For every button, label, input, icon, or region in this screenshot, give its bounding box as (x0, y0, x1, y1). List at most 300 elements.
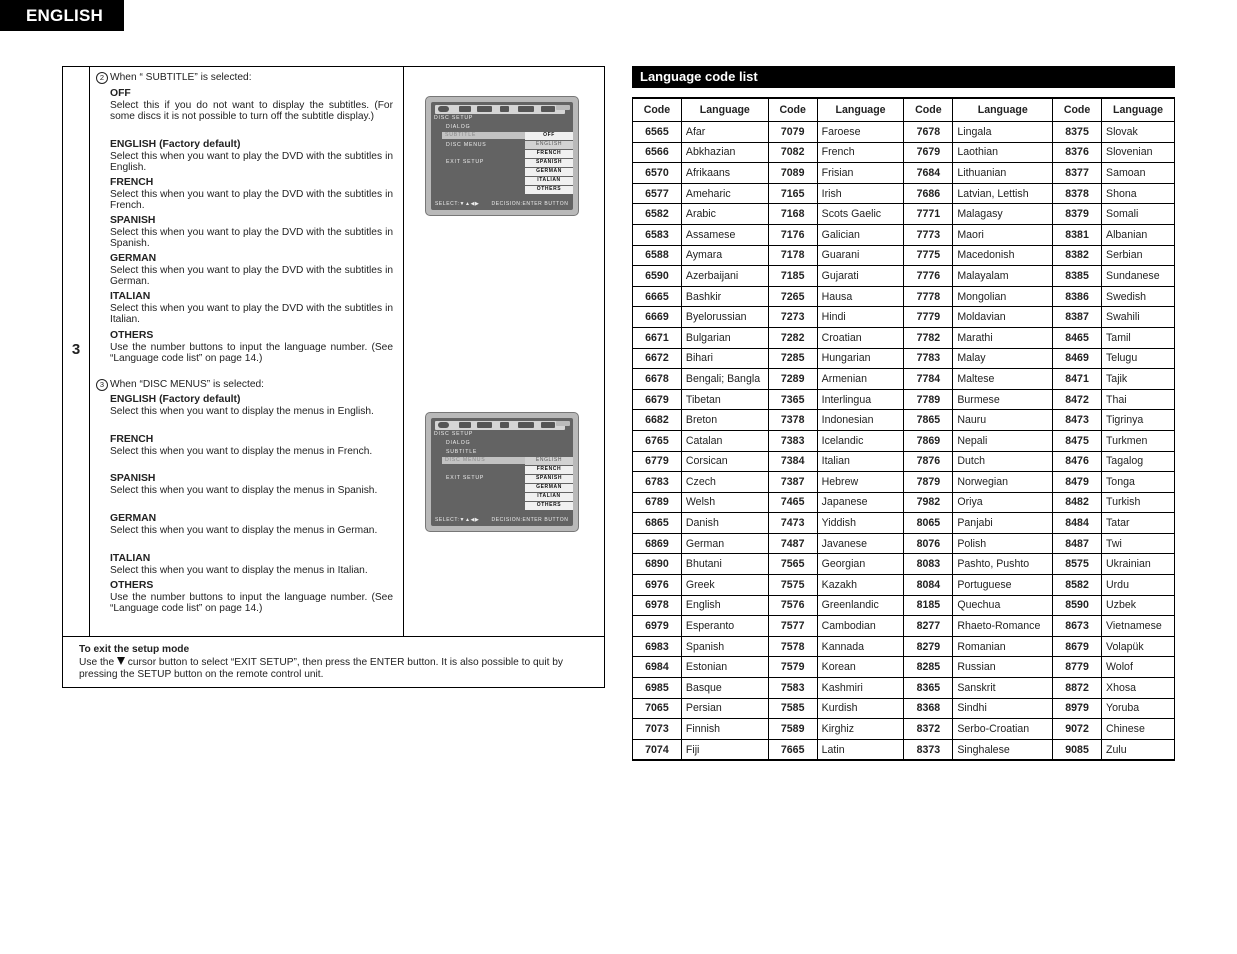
language-code-cell: 7779 (904, 307, 953, 328)
language-code-cell: 7282 (768, 327, 817, 348)
page-language-tag: ENGLISH (0, 0, 124, 31)
option-title: GERMAN (110, 253, 157, 264)
language-code-cell: 6783 (633, 472, 682, 493)
table-row (633, 657, 1175, 678)
menus-option-others (110, 580, 393, 615)
header-language: Language (681, 98, 768, 122)
language-name-cell: Breton (681, 410, 768, 431)
osd-item-subtitle: SUBTITLE (446, 449, 478, 455)
language-code-cell: 6779 (633, 451, 682, 472)
language-code-cell: 7074 (633, 739, 682, 760)
table-row (633, 183, 1175, 204)
language-name-cell: Shona (1102, 183, 1175, 204)
language-code-cell: 6672 (633, 348, 682, 369)
language-code-cell: 8185 (904, 595, 953, 616)
section-heading-text: When “DISC MENUS” is selected: (110, 379, 264, 390)
exit-text-after: cursor button to select “EXIT SETUP”, then press the ENTER button. It is also possible to quit by pressing the SETUP button on the remote control unit. (79, 656, 564, 680)
language-code-cell: 6865 (633, 513, 682, 534)
language-code-cell: 7168 (768, 204, 817, 225)
subtitle-option-french (110, 177, 393, 212)
table-row (633, 389, 1175, 410)
language-name-cell: Laothian (953, 142, 1053, 163)
language-name-cell: Lingala (953, 122, 1053, 143)
language-name-cell: Faroese (817, 122, 904, 143)
osd-item-dialog: DIALOG (446, 440, 471, 446)
language-name-cell: Bihari (681, 348, 768, 369)
step-instructions (89, 67, 404, 636)
language-name-cell: Afrikaans (681, 163, 768, 184)
language-name-cell: Swahili (1102, 307, 1175, 328)
table-row (633, 492, 1175, 513)
language-name-cell: Yoruba (1102, 698, 1175, 719)
osd-option-italian: ITALIAN (525, 493, 573, 501)
option-description: Select this when you want to play the DVD with the subtitles in French. (110, 188, 393, 212)
table-row (633, 698, 1175, 719)
table-row (633, 554, 1175, 575)
exit-text-before: Use the (79, 656, 117, 668)
osd-setup-tab-icons (435, 421, 565, 430)
option-description: Select this when you want to play the DVD with the subtitles in English. (110, 150, 393, 174)
option-title: OTHERS (110, 580, 154, 591)
language-name-cell: Tibetan (681, 389, 768, 410)
language-name-cell: Swedish (1102, 286, 1175, 307)
language-code-cell: 8372 (904, 719, 953, 740)
osd-footer-decision: DECISION:ENTER BUTTON (491, 517, 569, 523)
language-code-cell: 7089 (768, 163, 817, 184)
language-name-cell: Vietnamese (1102, 616, 1175, 637)
language-name-cell: Rhaeto-Romance (953, 616, 1053, 637)
language-code-cell: 6890 (633, 554, 682, 575)
menus-option-spanish (110, 473, 393, 496)
language-code-cell: 8386 (1053, 286, 1102, 307)
language-code-cell: 6678 (633, 369, 682, 390)
option-title: ITALIAN (110, 291, 151, 302)
menus-option-french (110, 434, 393, 457)
language-code-cell: 6588 (633, 245, 682, 266)
osd-option-others: OTHERS (525, 502, 573, 510)
table-row (633, 636, 1175, 657)
header-code: Code (904, 98, 953, 122)
language-name-cell: Nauru (953, 410, 1053, 431)
option-title: SPANISH (110, 215, 156, 226)
table-row (633, 616, 1175, 637)
language-name-cell: Macedonish (953, 245, 1053, 266)
language-name-cell: Polish (953, 533, 1053, 554)
language-name-cell: Corsican (681, 451, 768, 472)
language-code-cell: 6869 (633, 533, 682, 554)
language-name-cell: Finnish (681, 719, 768, 740)
language-name-cell: Maltese (953, 369, 1053, 390)
language-code-cell: 7365 (768, 389, 817, 410)
header-language: Language (953, 98, 1053, 122)
osd-option-french: FRENCH (525, 466, 573, 474)
language-name-cell: Twi (1102, 533, 1175, 554)
option-description: Select this when you want to play the DVD with the subtitles in German. (110, 264, 393, 288)
section-marker: 3 (96, 379, 108, 391)
option-description: Select this when you want to play the DVD with the subtitles in Spanish. (110, 226, 393, 250)
table-row (633, 575, 1175, 596)
osd-footer-decision: DECISION:ENTER BUTTON (491, 201, 569, 207)
osd-option-others: OTHERS (525, 186, 573, 194)
language-code-cell: 7678 (904, 122, 953, 143)
language-code-cell: 7778 (904, 286, 953, 307)
table-row (633, 266, 1175, 287)
language-code-cell: 8376 (1053, 142, 1102, 163)
osd-option-off: OFF (525, 132, 573, 140)
language-code-cell: 7876 (904, 451, 953, 472)
language-code-cell: 7273 (768, 307, 817, 328)
option-description: Use the number buttons to input the language number. (See “Language code list” on page 14.) (110, 591, 393, 615)
table-row (633, 595, 1175, 616)
language-code-cell: 7473 (768, 513, 817, 534)
subtitle-option-off (110, 88, 393, 123)
language-code-cell: 6570 (633, 163, 682, 184)
option-title: ENGLISH (Factory default) (110, 394, 241, 405)
language-name-cell: Xhosa (1102, 678, 1175, 699)
language-name-cell: Serbo-Croatian (953, 719, 1053, 740)
language-code-cell: 6983 (633, 636, 682, 657)
language-code-cell: 7185 (768, 266, 817, 287)
language-name-cell: Basque (681, 678, 768, 699)
language-name-cell: English (681, 595, 768, 616)
language-code-cell: 7165 (768, 183, 817, 204)
language-name-cell: Croatian (817, 327, 904, 348)
language-code-cell: 8382 (1053, 245, 1102, 266)
language-code-cell: 8779 (1053, 657, 1102, 678)
language-name-cell: Latvian, Lettish (953, 183, 1053, 204)
language-code-cell: 7073 (633, 719, 682, 740)
language-code-cell: 6582 (633, 204, 682, 225)
language-name-cell: French (817, 142, 904, 163)
language-code-cell: 6679 (633, 389, 682, 410)
osd-option-german: GERMAN (525, 168, 573, 176)
language-name-cell: Hausa (817, 286, 904, 307)
language-code-cell: 7775 (904, 245, 953, 266)
language-name-cell: Turkish (1102, 492, 1175, 513)
osd-title: DISC SETUP (434, 431, 474, 437)
language-code-cell: 8375 (1053, 122, 1102, 143)
language-code-cell: 8381 (1053, 224, 1102, 245)
disc-menus-section-heading (96, 379, 264, 391)
osd-option-spanish: SPANISH (525, 159, 573, 167)
language-code-cell: 7579 (768, 657, 817, 678)
table-header-row (633, 98, 1175, 122)
language-name-cell: Icelandic (817, 430, 904, 451)
option-description: Select this when you want to display the menus in French. (110, 445, 373, 457)
language-name-cell: Chinese (1102, 719, 1175, 740)
language-code-cell: 7289 (768, 369, 817, 390)
language-name-cell: Kashmiri (817, 678, 904, 699)
language-code-cell: 7176 (768, 224, 817, 245)
language-code-cell: 7384 (768, 451, 817, 472)
language-code-cell: 6789 (633, 492, 682, 513)
subtitle-option-german (110, 253, 393, 288)
language-code-cell: 8590 (1053, 595, 1102, 616)
language-name-cell: Nepali (953, 430, 1053, 451)
step-number-column (63, 67, 90, 636)
language-code-cell: 6665 (633, 286, 682, 307)
language-name-cell: Aymara (681, 245, 768, 266)
language-name-cell: Hebrew (817, 472, 904, 493)
language-name-cell: Sundanese (1102, 266, 1175, 287)
osd-footer-select: SELECT:▼▲◀▶ (435, 517, 480, 523)
osd-disc-menus-screen (425, 412, 579, 532)
osd-badge-icon (556, 421, 570, 426)
language-name-cell: Volapük (1102, 636, 1175, 657)
language-name-cell: Catalan (681, 430, 768, 451)
language-name-cell: Lithuanian (953, 163, 1053, 184)
table-row (633, 224, 1175, 245)
osd-badge-icon (556, 105, 570, 110)
table-row (633, 245, 1175, 266)
language-name-cell: Tajik (1102, 369, 1175, 390)
language-name-cell: Slovak (1102, 122, 1175, 143)
option-title: SPANISH (110, 473, 156, 484)
subtitle-option-english (110, 139, 393, 174)
section-heading-text: When “ SUBTITLE” is selected: (110, 72, 252, 83)
language-code-cell: 7783 (904, 348, 953, 369)
osd-footer (435, 517, 568, 523)
language-code-cell: 6984 (633, 657, 682, 678)
table-row (633, 410, 1175, 431)
language-code-cell: 6669 (633, 307, 682, 328)
language-code-cell: 7684 (904, 163, 953, 184)
option-title: OTHERS (110, 330, 154, 341)
language-code-cell: 7575 (768, 575, 817, 596)
language-code-cell: 7583 (768, 678, 817, 699)
osd-item-exit-setup: EXIT SETUP (446, 475, 485, 481)
table-row (633, 163, 1175, 184)
language-name-cell: Ameharic (681, 183, 768, 204)
option-description: Select this when you want to play the DVD with the subtitles in Italian. (110, 302, 393, 326)
osd-item-dialog: DIALOG (446, 124, 471, 130)
language-code-cell: 8575 (1053, 554, 1102, 575)
language-code-cell: 8365 (904, 678, 953, 699)
language-code-cell: 7487 (768, 533, 817, 554)
language-code-cell: 8373 (904, 739, 953, 760)
language-name-cell: Armenian (817, 369, 904, 390)
language-name-cell: Dutch (953, 451, 1053, 472)
osd-item-subtitle-selected: SUBTITLE (442, 132, 525, 139)
language-name-cell: Romanian (953, 636, 1053, 657)
subtitle-option-others (110, 330, 393, 365)
osd-option-spanish: SPANISH (525, 475, 573, 483)
option-description: Select this when you want to display the menus in Spanish. (110, 484, 378, 496)
header-code: Code (633, 98, 682, 122)
section-marker: 2 (96, 72, 108, 84)
language-name-cell: Fiji (681, 739, 768, 760)
language-name-cell: Albanian (1102, 224, 1175, 245)
option-description: Select this if you do not want to display the subtitles. (For some discs it is not possible to turn off the subtitle display.) (110, 99, 393, 123)
language-name-cell: Telugu (1102, 348, 1175, 369)
table-row (633, 348, 1175, 369)
language-name-cell: Maori (953, 224, 1053, 245)
language-code-cell: 7387 (768, 472, 817, 493)
language-code-cell: 7082 (768, 142, 817, 163)
subtitle-option-italian (110, 291, 393, 326)
language-name-cell: Portuguese (953, 575, 1053, 596)
language-name-cell: Malay (953, 348, 1053, 369)
table-row (633, 533, 1175, 554)
table-row (633, 307, 1175, 328)
osd-subtitle-screen (425, 96, 579, 216)
language-name-cell: Gujarati (817, 266, 904, 287)
header-code: Code (1053, 98, 1102, 122)
language-name-cell: Bhutani (681, 554, 768, 575)
language-code-cell: 7869 (904, 430, 953, 451)
language-code-cell: 8377 (1053, 163, 1102, 184)
language-name-cell: Samoan (1102, 163, 1175, 184)
language-name-cell: Singhalese (953, 739, 1053, 760)
language-code-cell: 8979 (1053, 698, 1102, 719)
option-description: Select this when you want to display the menus in German. (110, 524, 378, 536)
language-code-cell: 8679 (1053, 636, 1102, 657)
option-title: FRENCH (110, 434, 154, 445)
option-description: Select this when you want to display the menus in English. (110, 405, 374, 417)
table-row (633, 513, 1175, 534)
language-name-cell: German (681, 533, 768, 554)
language-name-cell: Slovenian (1102, 142, 1175, 163)
language-name-cell: Danish (681, 513, 768, 534)
language-name-cell: Thai (1102, 389, 1175, 410)
language-code-cell: 8279 (904, 636, 953, 657)
language-name-cell: Burmese (953, 389, 1053, 410)
menus-option-english (110, 394, 393, 417)
option-title: OFF (110, 88, 131, 99)
language-code-cell: 8083 (904, 554, 953, 575)
language-code-cell: 8379 (1053, 204, 1102, 225)
language-name-cell: Guarani (817, 245, 904, 266)
language-code-cell: 9085 (1053, 739, 1102, 760)
osd-setup-tab-icons (435, 105, 565, 114)
language-code-cell: 8582 (1053, 575, 1102, 596)
language-code-cell: 7773 (904, 224, 953, 245)
header-language: Language (1102, 98, 1175, 122)
table-row (633, 327, 1175, 348)
language-code-cell: 6671 (633, 327, 682, 348)
language-name-cell: Interlingua (817, 389, 904, 410)
language-code-cell: 6976 (633, 575, 682, 596)
osd-subtitle-options (525, 132, 573, 195)
osd-footer (435, 201, 568, 207)
language-code-cell: 8469 (1053, 348, 1102, 369)
language-code-cell: 7665 (768, 739, 817, 760)
language-name-cell: Afar (681, 122, 768, 143)
language-name-cell: Korean (817, 657, 904, 678)
language-name-cell: Yiddish (817, 513, 904, 534)
language-name-cell: Malagasy (953, 204, 1053, 225)
table-row (633, 204, 1175, 225)
subtitle-option-spanish (110, 215, 393, 250)
table-row (633, 719, 1175, 740)
language-name-cell: Cambodian (817, 616, 904, 637)
language-code-cell: 6978 (633, 595, 682, 616)
language-code-list-title: Language code list (632, 66, 1175, 88)
language-name-cell: Italian (817, 451, 904, 472)
language-code-cell: 7465 (768, 492, 817, 513)
language-name-cell: Javanese (817, 533, 904, 554)
language-code-cell: 7285 (768, 348, 817, 369)
step-number: 3 (71, 341, 81, 358)
language-code-cell: 7879 (904, 472, 953, 493)
language-code-cell: 8484 (1053, 513, 1102, 534)
language-name-cell: Azerbaijani (681, 266, 768, 287)
language-code-cell: 8065 (904, 513, 953, 534)
language-code-cell: 8473 (1053, 410, 1102, 431)
language-code-cell: 7576 (768, 595, 817, 616)
language-name-cell: Zulu (1102, 739, 1175, 760)
exit-setup-note (63, 636, 604, 687)
language-name-cell: Sanskrit (953, 678, 1053, 699)
language-name-cell: Pashto, Pushto (953, 554, 1053, 575)
language-name-cell: Marathi (953, 327, 1053, 348)
table-row (633, 739, 1175, 760)
language-code-cell: 7565 (768, 554, 817, 575)
language-code-cell: 8872 (1053, 678, 1102, 699)
language-name-cell: Russian (953, 657, 1053, 678)
language-name-cell: Ukrainian (1102, 554, 1175, 575)
osd-option-english-current: ENGLISH (525, 141, 573, 149)
language-code-cell: 8084 (904, 575, 953, 596)
language-code-cell: 8673 (1053, 616, 1102, 637)
language-name-cell: Czech (681, 472, 768, 493)
option-description: Select this when you want to display the menus in Italian. (110, 564, 368, 576)
language-name-cell: Uzbek (1102, 595, 1175, 616)
language-code-cell: 8368 (904, 698, 953, 719)
language-name-cell: Somali (1102, 204, 1175, 225)
language-code-cell: 7577 (768, 616, 817, 637)
osd-option-french: FRENCH (525, 150, 573, 158)
language-code-cell: 6979 (633, 616, 682, 637)
language-code-cell: 6565 (633, 122, 682, 143)
osd-disc-menus-options (525, 457, 573, 511)
language-name-cell: Hindi (817, 307, 904, 328)
table-row (633, 451, 1175, 472)
language-name-cell: Esperanto (681, 616, 768, 637)
language-name-cell: Tigrinya (1102, 410, 1175, 431)
exit-heading: To exit the setup mode (79, 644, 190, 655)
language-name-cell: Mongolian (953, 286, 1053, 307)
language-name-cell: Panjabi (953, 513, 1053, 534)
language-name-cell: Tatar (1102, 513, 1175, 534)
language-name-cell: Irish (817, 183, 904, 204)
language-name-cell: Indonesian (817, 410, 904, 431)
language-name-cell: Latin (817, 739, 904, 760)
language-code-cell: 6985 (633, 678, 682, 699)
language-name-cell: Kazakh (817, 575, 904, 596)
language-name-cell: Oriya (953, 492, 1053, 513)
language-name-cell: Greenlandic (817, 595, 904, 616)
osd-item-exit-setup: EXIT SETUP (446, 159, 485, 165)
language-code-cell: 8482 (1053, 492, 1102, 513)
language-code-cell: 7585 (768, 698, 817, 719)
osd-option-german: GERMAN (525, 484, 573, 492)
language-code-cell: 7865 (904, 410, 953, 431)
language-name-cell: Japanese (817, 492, 904, 513)
language-name-cell: Kannada (817, 636, 904, 657)
menus-option-italian (110, 553, 393, 576)
language-name-cell: Bengali; Bangla (681, 369, 768, 390)
language-code-cell: 7265 (768, 286, 817, 307)
language-code-cell: 7771 (904, 204, 953, 225)
language-code-cell: 7982 (904, 492, 953, 513)
table-row (633, 678, 1175, 699)
language-code-cell: 8277 (904, 616, 953, 637)
language-code-cell: 8378 (1053, 183, 1102, 204)
osd-footer-select: SELECT:▼▲◀▶ (435, 201, 480, 207)
language-name-cell: Assamese (681, 224, 768, 245)
language-name-cell: Georgian (817, 554, 904, 575)
